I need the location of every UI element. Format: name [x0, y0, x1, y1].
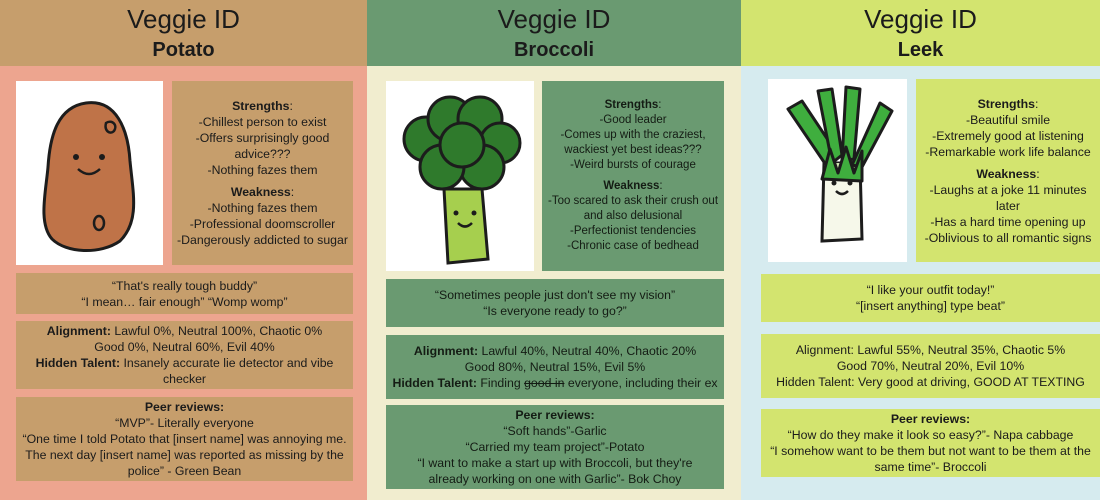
potato-talent: Insanely accurate lie detector and vibe checker — [120, 356, 334, 386]
potato-alignment-2: Good 0%, Neutral 60%, Evil 40% — [94, 340, 275, 354]
potato-alignment-1: Lawful 0%, Neutral 100%, Chaotic 0% — [111, 324, 323, 338]
broccoli-alignment-label: Alignment: — [413, 344, 479, 358]
leek-talent: Hidden Talent: Very good at driving, GOOD AT TEXTING — [776, 375, 1085, 389]
broccoli-strength-2: -Comes up with the craziest, wackiest yet best ideas??? — [560, 129, 706, 156]
potato-header — [0, 0, 367, 66]
potato-weakness-label: Weakness — [230, 185, 291, 199]
leek-alignment-box — [761, 334, 1100, 398]
potato-traits-box: Strengths: -Chillest person to exist -Offers surprisingly good advice??? -Nothing fazes them Weakness: -Nothing fazes them -Professional doomscroller -Dangerously addicted to sugar — [172, 81, 353, 265]
broccoli-talent-pre: Finding — [476, 376, 525, 390]
potato-weakness-1: -Nothing fazes them — [207, 201, 318, 215]
broccoli-strength-1: -Good leader — [599, 114, 667, 126]
broccoli-card — [367, 0, 741, 500]
broccoli-weakness-1: -Too scared to ask their crush out and also delusional — [547, 195, 719, 222]
potato-quote-1: “That's really tough buddy” — [111, 278, 258, 293]
broccoli-weakness-2: -Perfectionist tendencies — [570, 225, 696, 237]
leek-alignment-2: Good 70%, Neutral 20%, Evil 10% — [836, 359, 1025, 373]
broccoli-peer-label: Peer reviews: — [515, 408, 595, 422]
potato-peer-label: Peer reviews: — [144, 400, 225, 414]
broccoli-title: Broccoli — [513, 39, 595, 61]
potato-peer-box — [16, 397, 353, 481]
broccoli-quote-1: “Sometimes people just don't see my vision” — [434, 288, 676, 302]
potato-strength-1: -Chillest person to exist — [198, 115, 327, 129]
broccoli-peer-box — [386, 405, 724, 489]
broccoli-talent-strikethrough: good in — [524, 376, 565, 390]
potato-peer-2: “One time I told Potato that [insert name] was annoying me. The next day [insert name] was reported as missing by the police” - Green Bean — [22, 432, 347, 478]
broccoli-drawing-icon — [386, 81, 534, 271]
leek-illustration — [768, 79, 907, 262]
potato-talent-label: Hidden Talent: — [35, 356, 121, 370]
leek-heading: Veggie ID — [864, 4, 977, 34]
broccoli-alignment-2: Good 80%, Neutral 15%, Evil 5% — [464, 360, 646, 374]
potato-alignment-label: Alignment: — [46, 324, 111, 338]
leek-peer-box — [761, 409, 1100, 477]
potato-card — [0, 0, 367, 500]
broccoli-heading: Veggie ID — [497, 4, 611, 34]
potato-strength-3: -Nothing fazes them — [207, 163, 318, 177]
broccoli-peer-2: “Carried my team project”-Potato — [465, 440, 645, 454]
potato-strength-2: -Offers surprisingly good advice??? — [195, 131, 330, 161]
potato-alignment-box — [16, 321, 353, 389]
broccoli-peer-3: “I want to make a start up with Broccoli, but they're already working on one with Garlic”- Bok Choy — [417, 456, 693, 486]
potato-quotes-box — [16, 273, 353, 314]
broccoli-talent-post: everyone, including their ex — [564, 376, 718, 390]
leek-peer-2: “I somehow want to be them but not want to be them at the same time”- Broccoli — [770, 444, 1091, 474]
potato-weakness-3: -Dangerously addicted to sugar — [177, 233, 348, 247]
broccoli-alignment-box — [386, 335, 724, 399]
leek-weakness-1: -Laughs at a joke 11 minutes later — [929, 182, 1087, 213]
broccoli-strengths-label: Strengths — [604, 99, 659, 111]
potato-strengths-label: Strengths — [232, 99, 290, 113]
potato-drawing-icon — [16, 81, 163, 265]
leek-peer-1: “How do they make it look so easy?”- Napa cabbage — [787, 428, 1074, 442]
leek-strengths-label: Strengths — [977, 96, 1035, 111]
leek-card — [741, 0, 1100, 500]
broccoli-quote-2: “Is everyone ready to go?” — [483, 304, 627, 318]
leek-weakness-3: -Oblivious to all romantic signs — [924, 230, 1092, 245]
broccoli-header — [367, 0, 741, 66]
leek-alignment-1: Alignment: Lawful 55%, Neutral 35%, Chaotic 5% — [795, 343, 1066, 357]
broccoli-weakness-3: -Chronic case of bedhead — [567, 240, 699, 252]
broccoli-alignment-1: Lawful 40%, Neutral 40%, Chaotic 20% — [478, 344, 697, 358]
potato-weakness-2: -Professional doomscroller — [189, 217, 336, 231]
leek-header — [741, 0, 1100, 66]
broccoli-strength-3: -Weird bursts of courage — [570, 159, 696, 171]
leek-strength-2: -Extremely good at listening — [932, 128, 1084, 143]
potato-peer-1: “MVP”- Literally everyone — [115, 416, 254, 430]
broccoli-quotes-box — [386, 279, 724, 327]
broccoli-peer-1: “Soft hands”-Garlic — [503, 424, 607, 438]
broccoli-illustration — [386, 81, 534, 271]
potato-heading: Veggie ID — [127, 4, 240, 34]
leek-weakness-label: Weakness — [976, 166, 1037, 181]
potato-title: Potato — [152, 39, 215, 61]
leek-traits-box: Strengths: -Beautiful smile -Extremely good at listening -Remarkable work life balance Weakness: -Laughs at a joke 11 minutes later -Has a hard time opening up -Oblivious to all romantic signs — [916, 79, 1100, 262]
potato-illustration — [16, 81, 163, 265]
leek-strength-3: -Remarkable work life balance — [925, 144, 1091, 159]
leek-title: Leek — [897, 39, 944, 61]
potato-quote-2: “I mean… fair enough” “Womp womp” — [81, 294, 288, 309]
broccoli-weakness-label: Weakness — [603, 180, 660, 192]
broccoli-talent-label: Hidden Talent: — [392, 376, 477, 390]
leek-peer-label: Peer reviews: — [890, 412, 971, 426]
leek-quote-2: “[insert anything] type beat” — [855, 299, 1005, 313]
leek-strength-1: -Beautiful smile — [965, 112, 1051, 127]
leek-quote-1: “I like your outfit today!” — [866, 283, 995, 297]
leek-quotes-box — [761, 274, 1100, 322]
broccoli-traits-box: Strengths: -Good leader -Comes up with the craziest, wackiest yet best ideas??? -Weird bursts of courage Weakness: -Too scared to ask their crush out and also delusional -Perfectionist tendencies -Chronic case of bedhead — [542, 81, 724, 271]
leek-drawing-icon — [768, 79, 907, 262]
leek-weakness-2: -Has a hard time opening up — [930, 214, 1086, 229]
